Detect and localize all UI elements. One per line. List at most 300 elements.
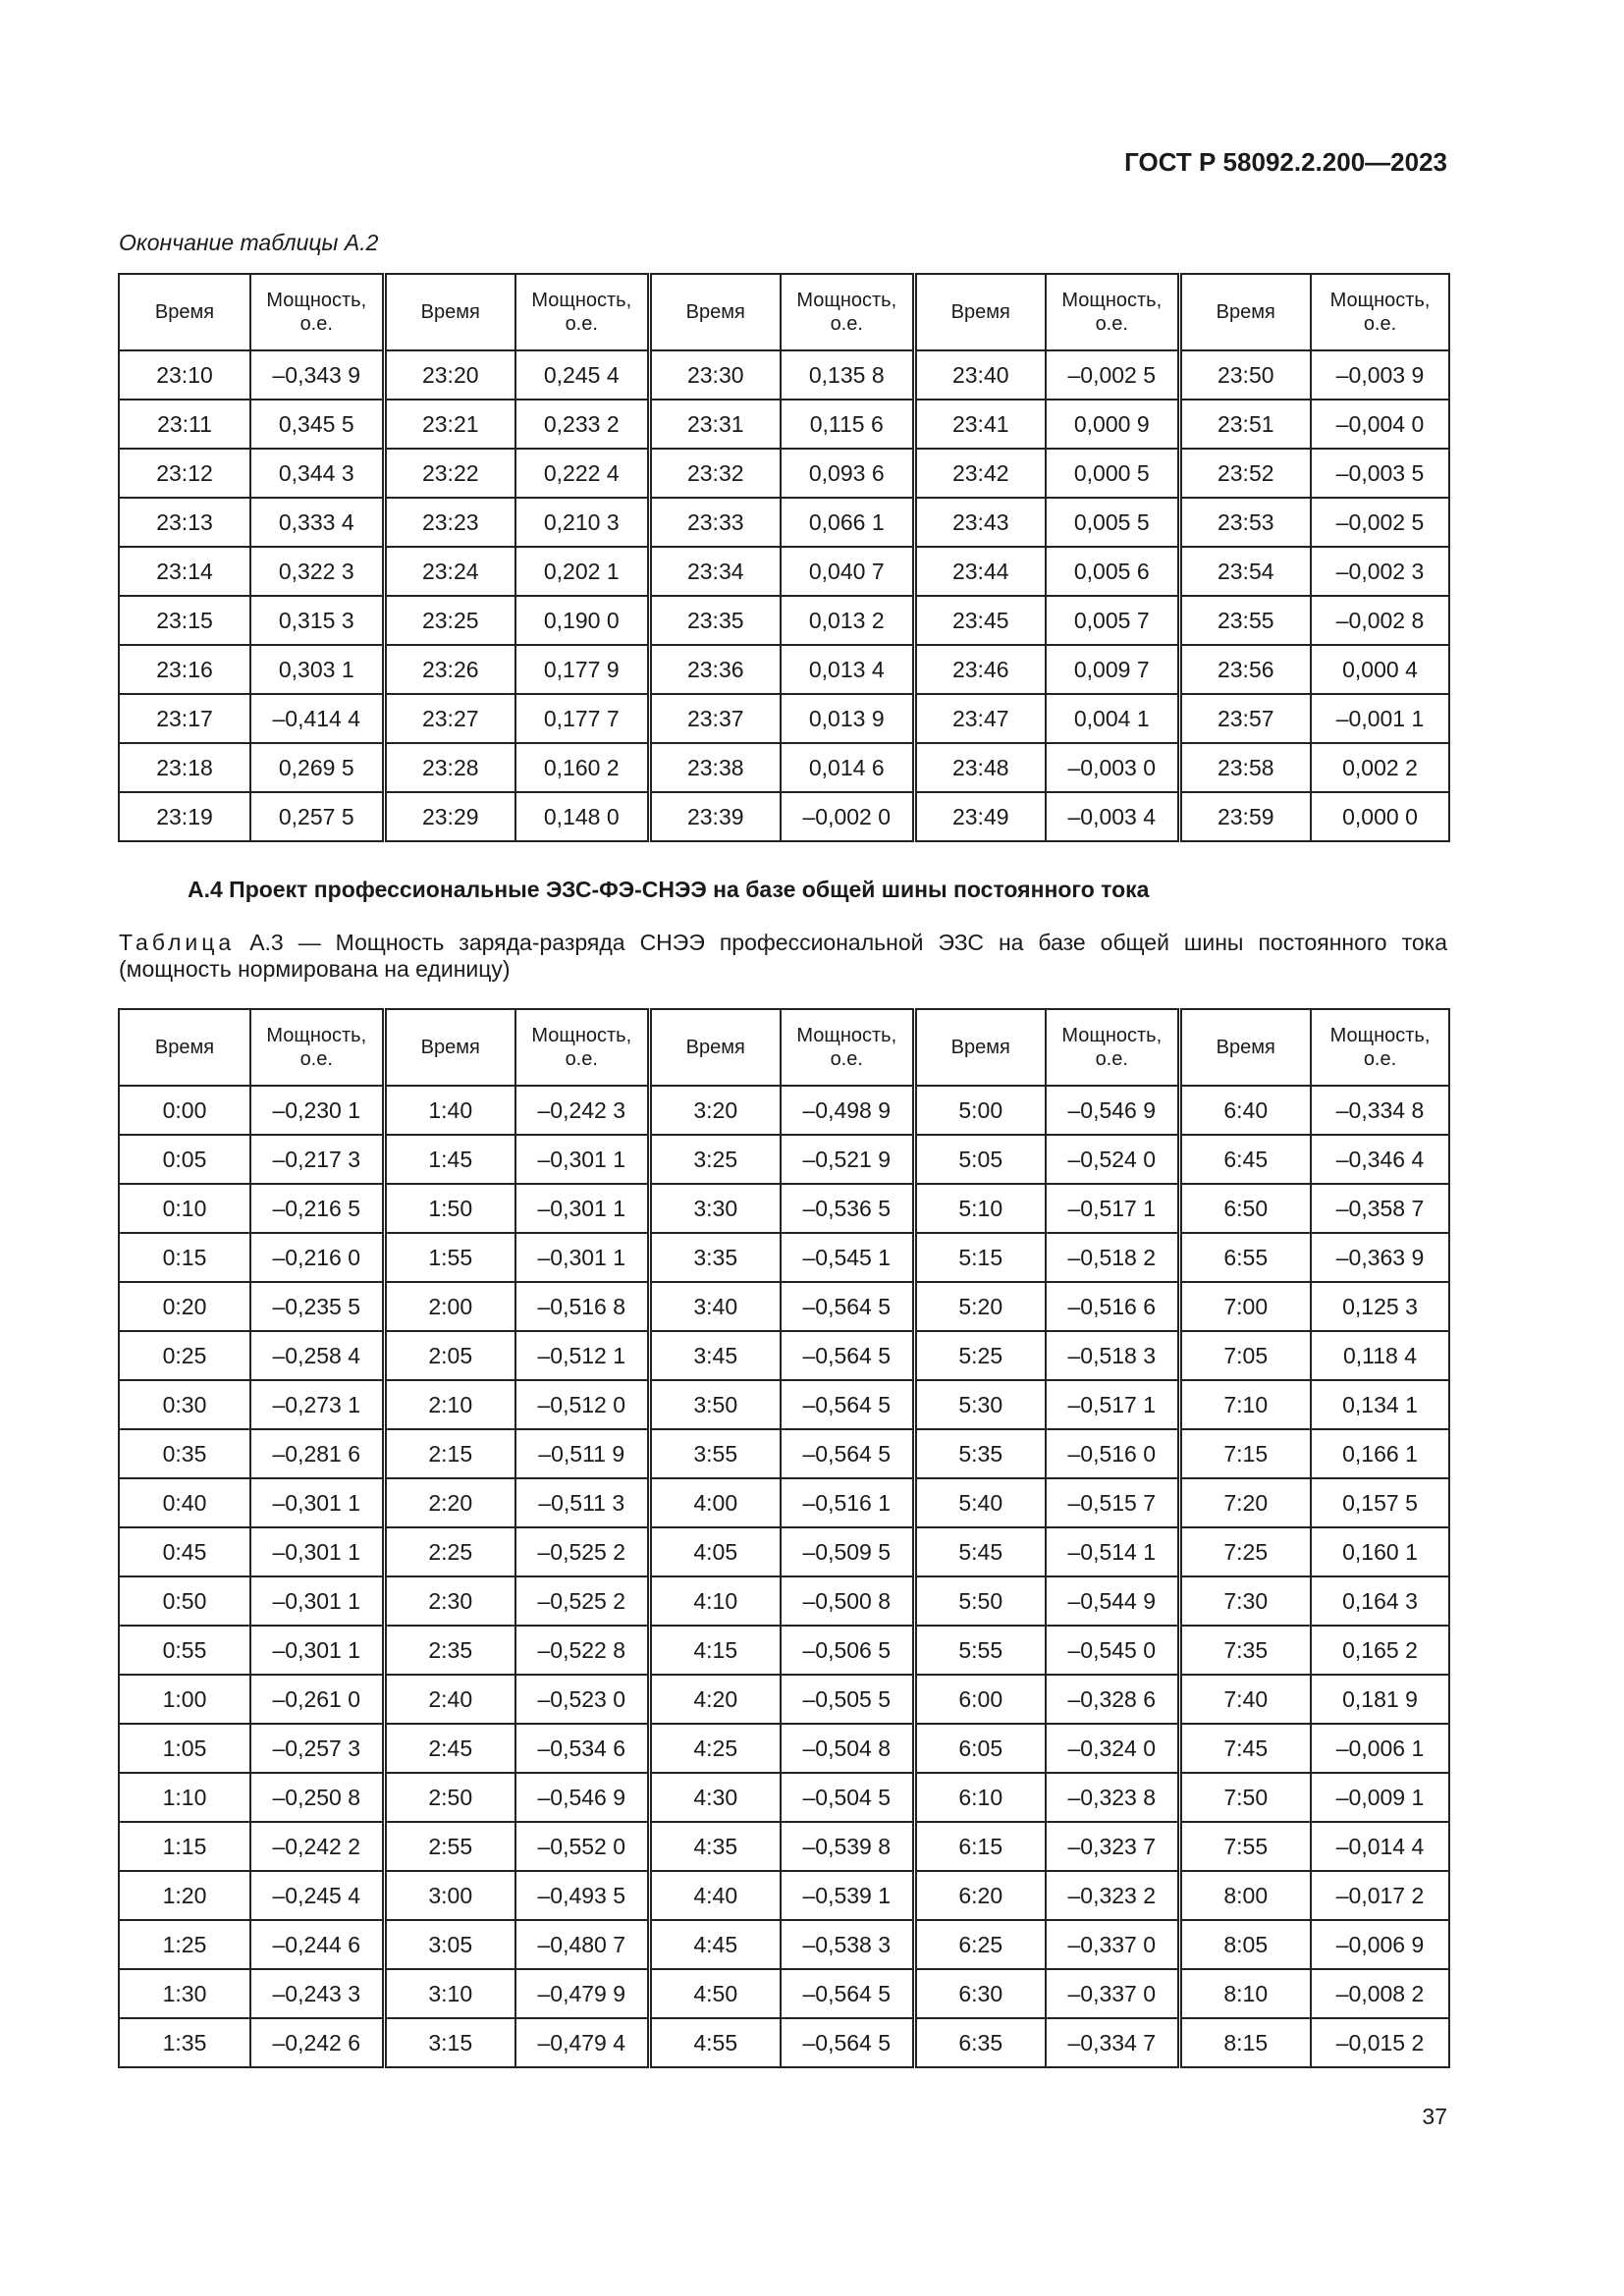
time-cell: 23:53 bbox=[1179, 498, 1311, 547]
power-cell: –0,504 5 bbox=[781, 1773, 914, 1822]
header-time: Время bbox=[384, 274, 515, 350]
header-time: Время bbox=[119, 1009, 250, 1086]
time-cell: 0:40 bbox=[119, 1478, 250, 1527]
time-cell: 7:25 bbox=[1179, 1527, 1311, 1576]
time-cell: 4:10 bbox=[649, 1576, 781, 1626]
header-time: Время bbox=[1179, 1009, 1311, 1086]
power-cell: –0,002 8 bbox=[1311, 596, 1449, 645]
header-power: Мощность, о.е. bbox=[515, 1009, 649, 1086]
power-cell: 0,160 1 bbox=[1311, 1527, 1449, 1576]
power-cell: –0,242 3 bbox=[515, 1086, 649, 1135]
power-cell: 0,257 5 bbox=[250, 792, 384, 841]
time-cell: 6:00 bbox=[914, 1675, 1046, 1724]
power-cell: –0,343 9 bbox=[250, 350, 384, 400]
power-cell: –0,301 1 bbox=[515, 1184, 649, 1233]
power-cell: –0,002 0 bbox=[781, 792, 914, 841]
time-cell: 7:50 bbox=[1179, 1773, 1311, 1822]
time-cell: 6:45 bbox=[1179, 1135, 1311, 1184]
time-cell: 7:05 bbox=[1179, 1331, 1311, 1380]
time-cell: 3:45 bbox=[649, 1331, 781, 1380]
power-cell: –0,536 5 bbox=[781, 1184, 914, 1233]
time-cell: 3:30 bbox=[649, 1184, 781, 1233]
time-cell: 1:15 bbox=[119, 1822, 250, 1871]
time-cell: 0:05 bbox=[119, 1135, 250, 1184]
time-cell: 23:44 bbox=[914, 547, 1046, 596]
time-cell: 23:45 bbox=[914, 596, 1046, 645]
power-cell: –0,245 4 bbox=[250, 1871, 384, 1920]
power-cell: –0,512 1 bbox=[515, 1331, 649, 1380]
power-cell: –0,518 3 bbox=[1046, 1331, 1179, 1380]
power-cell: 0,000 4 bbox=[1311, 645, 1449, 694]
time-cell: 23:51 bbox=[1179, 400, 1311, 449]
table-row bbox=[119, 449, 1449, 498]
power-cell: 0,013 4 bbox=[781, 645, 914, 694]
power-cell: 0,005 6 bbox=[1046, 547, 1179, 596]
power-cell: –0,479 4 bbox=[515, 2018, 649, 2067]
time-cell: 5:55 bbox=[914, 1626, 1046, 1675]
power-cell: –0,301 1 bbox=[250, 1626, 384, 1675]
power-cell: –0,538 3 bbox=[781, 1920, 914, 1969]
time-cell: 23:11 bbox=[119, 400, 250, 449]
time-cell: 7:40 bbox=[1179, 1675, 1311, 1724]
power-cell: 0,009 7 bbox=[1046, 645, 1179, 694]
time-cell: 23:14 bbox=[119, 547, 250, 596]
time-cell: 6:50 bbox=[1179, 1184, 1311, 1233]
power-cell: 0,040 7 bbox=[781, 547, 914, 596]
time-cell: 1:10 bbox=[119, 1773, 250, 1822]
time-cell: 6:35 bbox=[914, 2018, 1046, 2067]
time-cell: 8:00 bbox=[1179, 1871, 1311, 1920]
time-cell: 23:48 bbox=[914, 743, 1046, 792]
power-cell: –0,006 1 bbox=[1311, 1724, 1449, 1773]
time-cell: 23:18 bbox=[119, 743, 250, 792]
power-cell: –0,516 8 bbox=[515, 1282, 649, 1331]
power-cell: –0,414 4 bbox=[250, 694, 384, 743]
power-cell: –0,015 2 bbox=[1311, 2018, 1449, 2067]
time-cell: 0:35 bbox=[119, 1429, 250, 1478]
power-cell: –0,242 2 bbox=[250, 1822, 384, 1871]
time-cell: 23:15 bbox=[119, 596, 250, 645]
time-cell: 6:30 bbox=[914, 1969, 1046, 2018]
power-cell: –0,363 9 bbox=[1311, 1233, 1449, 1282]
power-cell: –0,564 5 bbox=[781, 1380, 914, 1429]
time-cell: 1:45 bbox=[384, 1135, 515, 1184]
time-cell: 5:50 bbox=[914, 1576, 1046, 1626]
power-cell: –0,545 1 bbox=[781, 1233, 914, 1282]
power-cell: 0,013 9 bbox=[781, 694, 914, 743]
power-cell: –0,346 4 bbox=[1311, 1135, 1449, 1184]
time-cell: 4:55 bbox=[649, 2018, 781, 2067]
time-cell: 5:45 bbox=[914, 1527, 1046, 1576]
power-cell: –0,014 4 bbox=[1311, 1822, 1449, 1871]
power-cell: –0,522 8 bbox=[515, 1626, 649, 1675]
time-cell: 2:20 bbox=[384, 1478, 515, 1527]
power-cell: –0,323 2 bbox=[1046, 1871, 1179, 1920]
time-cell: 1:25 bbox=[119, 1920, 250, 1969]
power-cell: –0,323 8 bbox=[1046, 1773, 1179, 1822]
table-a3 bbox=[118, 1008, 1450, 2068]
power-cell: 0,181 9 bbox=[1311, 1675, 1449, 1724]
power-cell: –0,235 5 bbox=[250, 1282, 384, 1331]
time-cell: 3:10 bbox=[384, 1969, 515, 2018]
power-cell: 0,245 4 bbox=[515, 350, 649, 400]
power-cell: –0,564 5 bbox=[781, 1331, 914, 1380]
header-power: Мощность, о.е. bbox=[781, 1009, 914, 1086]
power-cell: –0,516 6 bbox=[1046, 1282, 1179, 1331]
power-cell: –0,506 5 bbox=[781, 1626, 914, 1675]
table-row bbox=[119, 400, 1449, 449]
power-cell: –0,301 1 bbox=[250, 1527, 384, 1576]
table-caption-word: Таблица bbox=[119, 930, 236, 955]
time-cell: 2:55 bbox=[384, 1822, 515, 1871]
power-cell: –0,546 9 bbox=[515, 1773, 649, 1822]
time-cell: 7:55 bbox=[1179, 1822, 1311, 1871]
power-cell: –0,003 9 bbox=[1311, 350, 1449, 400]
header-time: Время bbox=[914, 274, 1046, 350]
time-cell: 23:57 bbox=[1179, 694, 1311, 743]
time-cell: 23:27 bbox=[384, 694, 515, 743]
time-cell: 0:45 bbox=[119, 1527, 250, 1576]
time-cell: 3:25 bbox=[649, 1135, 781, 1184]
time-cell: 4:40 bbox=[649, 1871, 781, 1920]
power-cell: –0,017 2 bbox=[1311, 1871, 1449, 1920]
time-cell: 4:45 bbox=[649, 1920, 781, 1969]
power-cell: 0,135 8 bbox=[781, 350, 914, 400]
power-cell: –0,564 5 bbox=[781, 1969, 914, 2018]
time-cell: 23:30 bbox=[649, 350, 781, 400]
power-cell: –0,511 3 bbox=[515, 1478, 649, 1527]
time-cell: 8:15 bbox=[1179, 2018, 1311, 2067]
time-cell: 2:00 bbox=[384, 1282, 515, 1331]
power-cell: 0,005 7 bbox=[1046, 596, 1179, 645]
time-cell: 23:24 bbox=[384, 547, 515, 596]
time-cell: 1:30 bbox=[119, 1969, 250, 2018]
table-row bbox=[119, 1920, 1449, 1969]
time-cell: 23:50 bbox=[1179, 350, 1311, 400]
power-cell: –0,006 9 bbox=[1311, 1920, 1449, 1969]
power-cell: –0,564 5 bbox=[781, 2018, 914, 2067]
power-cell: 0,005 5 bbox=[1046, 498, 1179, 547]
power-cell: –0,328 6 bbox=[1046, 1675, 1179, 1724]
table-row bbox=[119, 1184, 1449, 1233]
power-cell: –0,281 6 bbox=[250, 1429, 384, 1478]
power-cell: –0,539 8 bbox=[781, 1822, 914, 1871]
power-cell: –0,545 0 bbox=[1046, 1626, 1179, 1675]
power-cell: –0,337 0 bbox=[1046, 1920, 1179, 1969]
time-cell: 0:55 bbox=[119, 1626, 250, 1675]
table-row bbox=[119, 743, 1449, 792]
table-row bbox=[119, 1086, 1449, 1135]
time-cell: 7:45 bbox=[1179, 1724, 1311, 1773]
power-cell: –0,500 8 bbox=[781, 1576, 914, 1626]
time-cell: 1:55 bbox=[384, 1233, 515, 1282]
time-cell: 5:00 bbox=[914, 1086, 1046, 1135]
time-cell: 3:15 bbox=[384, 2018, 515, 2067]
power-cell: 0,345 5 bbox=[250, 400, 384, 449]
time-cell: 3:00 bbox=[384, 1871, 515, 1920]
table-row bbox=[119, 1576, 1449, 1626]
time-cell: 7:15 bbox=[1179, 1429, 1311, 1478]
time-cell: 23:17 bbox=[119, 694, 250, 743]
power-cell: –0,511 9 bbox=[515, 1429, 649, 1478]
table-a2-end bbox=[118, 273, 1450, 842]
time-cell: 2:30 bbox=[384, 1576, 515, 1626]
power-cell: –0,358 7 bbox=[1311, 1184, 1449, 1233]
time-cell: 6:20 bbox=[914, 1871, 1046, 1920]
time-cell: 23:22 bbox=[384, 449, 515, 498]
page-number: 37 bbox=[1422, 2104, 1447, 2129]
power-cell: –0,250 8 bbox=[250, 1773, 384, 1822]
time-cell: 23:10 bbox=[119, 350, 250, 400]
time-cell: 5:05 bbox=[914, 1135, 1046, 1184]
power-cell: 0,164 3 bbox=[1311, 1576, 1449, 1626]
time-cell: 23:49 bbox=[914, 792, 1046, 841]
table-row bbox=[119, 1135, 1449, 1184]
time-cell: 23:26 bbox=[384, 645, 515, 694]
power-cell: –0,301 1 bbox=[515, 1135, 649, 1184]
time-cell: 7:30 bbox=[1179, 1576, 1311, 1626]
table-caption-text: А.3 — Мощность заряда-разряда СНЭЭ профессиональной ЭЗС на базе общей шины постоянного тока (мощность нормирована на единицу) bbox=[119, 930, 1447, 982]
table-row bbox=[119, 350, 1449, 400]
table-row bbox=[119, 498, 1449, 547]
power-cell: 0,148 0 bbox=[515, 792, 649, 841]
power-cell: –0,003 4 bbox=[1046, 792, 1179, 841]
time-cell: 23:32 bbox=[649, 449, 781, 498]
time-cell: 23:59 bbox=[1179, 792, 1311, 841]
time-cell: 2:40 bbox=[384, 1675, 515, 1724]
time-cell: 1:20 bbox=[119, 1871, 250, 1920]
power-cell: –0,504 8 bbox=[781, 1724, 914, 1773]
table-row bbox=[119, 1626, 1449, 1675]
table-row bbox=[119, 2018, 1449, 2067]
time-cell: 23:41 bbox=[914, 400, 1046, 449]
time-cell: 2:05 bbox=[384, 1331, 515, 1380]
time-cell: 23:21 bbox=[384, 400, 515, 449]
header-power: Мощность, о.е. bbox=[250, 1009, 384, 1086]
time-cell: 3:55 bbox=[649, 1429, 781, 1478]
header-time: Время bbox=[384, 1009, 515, 1086]
table-row bbox=[119, 1429, 1449, 1478]
power-cell: 0,000 0 bbox=[1311, 792, 1449, 841]
time-cell: 4:50 bbox=[649, 1969, 781, 2018]
time-cell: 23:19 bbox=[119, 792, 250, 841]
power-cell: 0,210 3 bbox=[515, 498, 649, 547]
time-cell: 6:40 bbox=[1179, 1086, 1311, 1135]
time-cell: 2:50 bbox=[384, 1773, 515, 1822]
time-cell: 2:15 bbox=[384, 1429, 515, 1478]
time-cell: 23:55 bbox=[1179, 596, 1311, 645]
table-row bbox=[119, 792, 1449, 841]
table-row bbox=[119, 1675, 1449, 1724]
time-cell: 1:00 bbox=[119, 1675, 250, 1724]
power-cell: 0,177 7 bbox=[515, 694, 649, 743]
header-power: Мощность, о.е. bbox=[781, 274, 914, 350]
time-cell: 6:10 bbox=[914, 1773, 1046, 1822]
power-cell: –0,509 5 bbox=[781, 1527, 914, 1576]
power-cell: 0,269 5 bbox=[250, 743, 384, 792]
time-cell: 4:35 bbox=[649, 1822, 781, 1871]
power-cell: –0,217 3 bbox=[250, 1135, 384, 1184]
time-cell: 3:05 bbox=[384, 1920, 515, 1969]
time-cell: 1:05 bbox=[119, 1724, 250, 1773]
header-power: Мощность, о.е. bbox=[1311, 1009, 1449, 1086]
power-cell: –0,493 5 bbox=[515, 1871, 649, 1920]
time-cell: 23:16 bbox=[119, 645, 250, 694]
power-cell: 0,160 2 bbox=[515, 743, 649, 792]
time-cell: 2:45 bbox=[384, 1724, 515, 1773]
time-cell: 4:00 bbox=[649, 1478, 781, 1527]
power-cell: 0,066 1 bbox=[781, 498, 914, 547]
time-cell: 5:25 bbox=[914, 1331, 1046, 1380]
power-cell: –0,515 7 bbox=[1046, 1478, 1179, 1527]
power-cell: 0,190 0 bbox=[515, 596, 649, 645]
time-cell: 23:20 bbox=[384, 350, 515, 400]
time-cell: 4:15 bbox=[649, 1626, 781, 1675]
power-cell: –0,546 9 bbox=[1046, 1086, 1179, 1135]
document-id: ГОСТ Р 58092.2.200—2023 bbox=[1124, 147, 1447, 177]
time-cell: 23:43 bbox=[914, 498, 1046, 547]
time-cell: 23:36 bbox=[649, 645, 781, 694]
header-power: Мощность, о.е. bbox=[1046, 1009, 1179, 1086]
header-power: Мощность, о.е. bbox=[1046, 274, 1179, 350]
time-cell: 2:10 bbox=[384, 1380, 515, 1429]
table-row bbox=[119, 596, 1449, 645]
header-power: Мощность, о.е. bbox=[1311, 274, 1449, 350]
power-cell: –0,216 0 bbox=[250, 1233, 384, 1282]
time-cell: 0:10 bbox=[119, 1184, 250, 1233]
power-cell: –0,516 0 bbox=[1046, 1429, 1179, 1478]
time-cell: 5:20 bbox=[914, 1282, 1046, 1331]
power-cell: –0,334 8 bbox=[1311, 1086, 1449, 1135]
power-cell: 0,004 1 bbox=[1046, 694, 1179, 743]
power-cell: 0,233 2 bbox=[515, 400, 649, 449]
time-cell: 23:33 bbox=[649, 498, 781, 547]
time-cell: 4:25 bbox=[649, 1724, 781, 1773]
time-cell: 4:30 bbox=[649, 1773, 781, 1822]
power-cell: 0,093 6 bbox=[781, 449, 914, 498]
power-cell: –0,009 1 bbox=[1311, 1773, 1449, 1822]
table-row bbox=[119, 694, 1449, 743]
power-cell: 0,344 3 bbox=[250, 449, 384, 498]
time-cell: 5:40 bbox=[914, 1478, 1046, 1527]
time-cell: 23:47 bbox=[914, 694, 1046, 743]
power-cell: –0,516 1 bbox=[781, 1478, 914, 1527]
time-cell: 0:00 bbox=[119, 1086, 250, 1135]
header-time: Время bbox=[649, 1009, 781, 1086]
power-cell: –0,244 6 bbox=[250, 1920, 384, 1969]
power-cell: –0,498 9 bbox=[781, 1086, 914, 1135]
power-cell: –0,534 6 bbox=[515, 1724, 649, 1773]
time-cell: 0:25 bbox=[119, 1331, 250, 1380]
time-cell: 23:46 bbox=[914, 645, 1046, 694]
power-cell: –0,216 5 bbox=[250, 1184, 384, 1233]
power-cell: –0,258 4 bbox=[250, 1331, 384, 1380]
table-row bbox=[119, 1527, 1449, 1576]
time-cell: 23:34 bbox=[649, 547, 781, 596]
time-cell: 1:50 bbox=[384, 1184, 515, 1233]
table-row bbox=[119, 1282, 1449, 1331]
power-cell: 0,013 2 bbox=[781, 596, 914, 645]
table-row bbox=[119, 1871, 1449, 1920]
power-cell: –0,242 6 bbox=[250, 2018, 384, 2067]
time-cell: 6:55 bbox=[1179, 1233, 1311, 1282]
time-cell: 6:05 bbox=[914, 1724, 1046, 1773]
time-cell: 2:35 bbox=[384, 1626, 515, 1675]
time-cell: 23:38 bbox=[649, 743, 781, 792]
power-cell: –0,523 0 bbox=[515, 1675, 649, 1724]
power-cell: 0,333 4 bbox=[250, 498, 384, 547]
time-cell: 4:20 bbox=[649, 1675, 781, 1724]
time-cell: 1:40 bbox=[384, 1086, 515, 1135]
power-cell: 0,303 1 bbox=[250, 645, 384, 694]
power-cell: –0,003 5 bbox=[1311, 449, 1449, 498]
time-cell: 23:39 bbox=[649, 792, 781, 841]
time-cell: 6:15 bbox=[914, 1822, 1046, 1871]
power-cell: –0,539 1 bbox=[781, 1871, 914, 1920]
time-cell: 0:20 bbox=[119, 1282, 250, 1331]
header-time: Время bbox=[649, 274, 781, 350]
power-cell: –0,521 9 bbox=[781, 1135, 914, 1184]
time-cell: 7:35 bbox=[1179, 1626, 1311, 1675]
power-cell: –0,337 0 bbox=[1046, 1969, 1179, 2018]
power-cell: –0,301 1 bbox=[250, 1478, 384, 1527]
time-cell: 0:50 bbox=[119, 1576, 250, 1626]
power-cell: –0,002 3 bbox=[1311, 547, 1449, 596]
power-cell: 0,000 9 bbox=[1046, 400, 1179, 449]
header-power: Мощность, о.е. bbox=[515, 274, 649, 350]
table-body bbox=[119, 350, 1449, 841]
power-cell: –0,324 0 bbox=[1046, 1724, 1179, 1773]
power-cell: –0,480 7 bbox=[515, 1920, 649, 1969]
time-cell: 7:10 bbox=[1179, 1380, 1311, 1429]
power-cell: 0,014 6 bbox=[781, 743, 914, 792]
time-cell: 6:25 bbox=[914, 1920, 1046, 1969]
power-cell: –0,230 1 bbox=[250, 1086, 384, 1135]
power-cell: 0,157 5 bbox=[1311, 1478, 1449, 1527]
time-cell: 23:35 bbox=[649, 596, 781, 645]
time-cell: 23:12 bbox=[119, 449, 250, 498]
power-cell: –0,517 1 bbox=[1046, 1184, 1179, 1233]
time-cell: 23:13 bbox=[119, 498, 250, 547]
power-cell: –0,261 0 bbox=[250, 1675, 384, 1724]
time-cell: 7:00 bbox=[1179, 1282, 1311, 1331]
power-cell: 0,115 6 bbox=[781, 400, 914, 449]
time-cell: 5:35 bbox=[914, 1429, 1046, 1478]
power-cell: –0,512 0 bbox=[515, 1380, 649, 1429]
time-cell: 7:20 bbox=[1179, 1478, 1311, 1527]
power-cell: –0,273 1 bbox=[250, 1380, 384, 1429]
table-row bbox=[119, 1331, 1449, 1380]
table-row bbox=[119, 1773, 1449, 1822]
power-cell: –0,524 0 bbox=[1046, 1135, 1179, 1184]
table-row bbox=[119, 645, 1449, 694]
table-header-row bbox=[119, 274, 1449, 350]
time-cell: 23:25 bbox=[384, 596, 515, 645]
table-row bbox=[119, 547, 1449, 596]
power-cell: –0,003 0 bbox=[1046, 743, 1179, 792]
power-cell: 0,000 5 bbox=[1046, 449, 1179, 498]
section-heading: А.4 Проект профессиональные ЭЗС-ФЭ-СНЭЭ на базе общей шины постоянного тока bbox=[188, 877, 1150, 902]
power-cell: –0,001 1 bbox=[1311, 694, 1449, 743]
power-cell: –0,301 1 bbox=[250, 1576, 384, 1626]
power-cell: –0,323 7 bbox=[1046, 1822, 1179, 1871]
power-cell: –0,564 5 bbox=[781, 1429, 914, 1478]
table-header-row bbox=[119, 1009, 1449, 1086]
time-cell: 23:31 bbox=[649, 400, 781, 449]
power-cell: 0,002 2 bbox=[1311, 743, 1449, 792]
power-cell: –0,525 2 bbox=[515, 1576, 649, 1626]
table-caption bbox=[119, 930, 1447, 983]
